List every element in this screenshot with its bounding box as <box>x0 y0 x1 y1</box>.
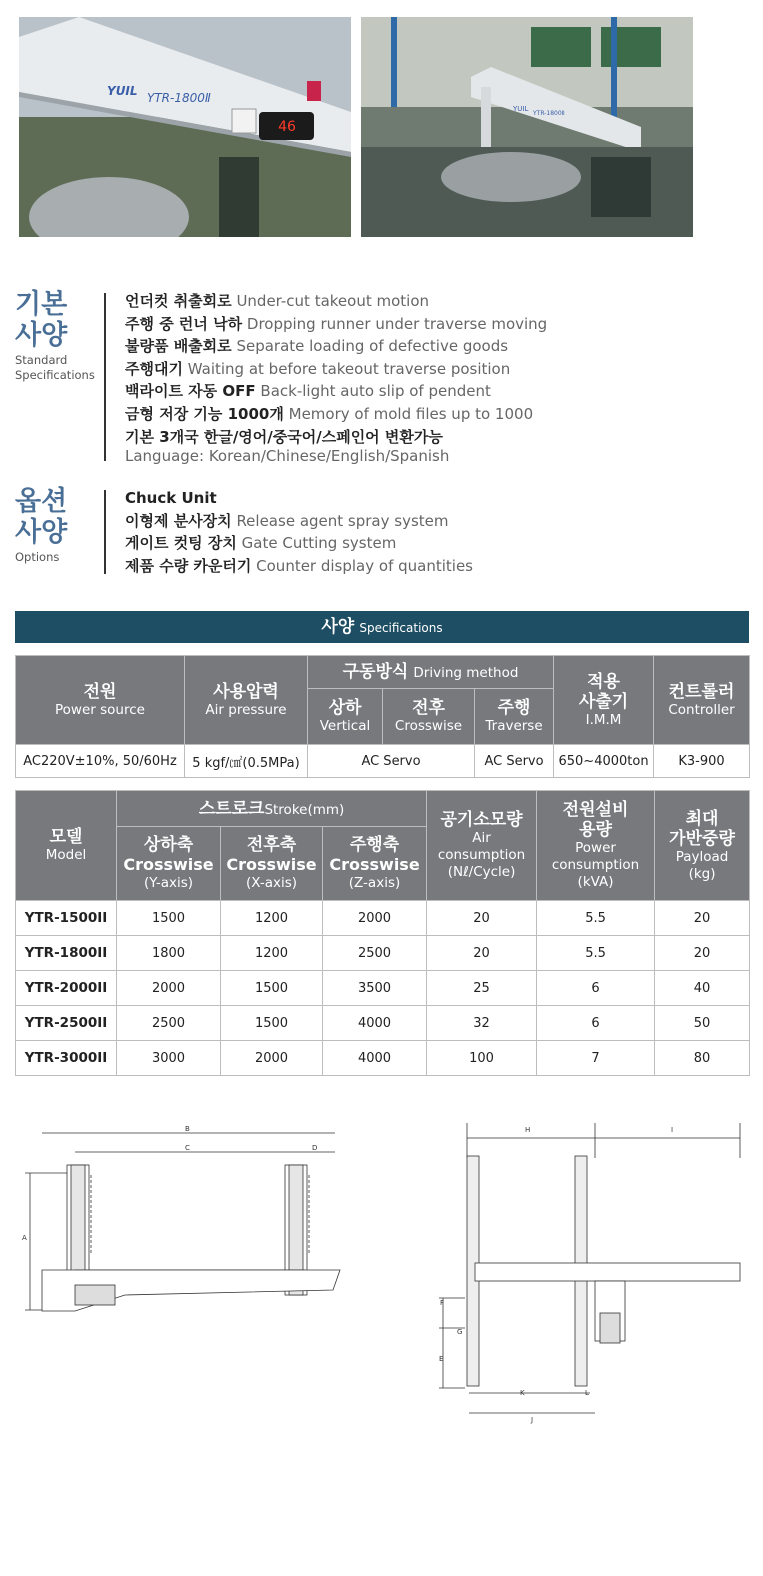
header-controller: 컨트롤러 Controller <box>654 656 750 745</box>
standard-title-kr-1: 기본 <box>15 289 68 320</box>
cell-y: 3000 <box>117 1041 221 1076</box>
cell-traverse: AC Servo <box>475 745 554 778</box>
cell-controller: K3-900 <box>654 745 750 778</box>
standard-list <box>125 290 547 464</box>
cell-z: 4000 <box>323 1041 427 1076</box>
dim-label: L <box>585 1389 589 1397</box>
header-power: 전원 Power source <box>16 656 185 745</box>
options-title-en: Options <box>15 550 60 564</box>
cell-model: YTR-3000II <box>16 1041 117 1076</box>
dim-label: G <box>457 1328 463 1336</box>
item-kr: 불량품 배출회로 <box>125 337 232 356</box>
banner-title-en: Specifications <box>359 621 443 635</box>
brand-logo: YUIL <box>107 84 138 98</box>
cell-air: 32 <box>427 1006 537 1041</box>
header-driving-method: 구동방식 Driving method <box>308 656 554 689</box>
divider <box>104 293 106 461</box>
cell-air: 20 <box>427 901 537 936</box>
dim-label: A <box>22 1234 27 1242</box>
options-heading <box>15 486 67 565</box>
cell-power: 6 <box>537 971 655 1006</box>
cell-z: 2000 <box>323 901 427 936</box>
divider <box>104 490 106 574</box>
brand-logo: YUIL <box>513 105 529 113</box>
item-en: Waiting at before takeout traverse position <box>187 359 511 378</box>
cell-power: 6 <box>537 1006 655 1041</box>
dim-label: B <box>185 1125 190 1133</box>
options-title-kr-2: 사양 <box>15 517 68 548</box>
header-x-axis: 전후축 Crosswise (X-axis) <box>221 827 323 901</box>
cell-x: 1200 <box>221 901 323 936</box>
list-item <box>125 532 473 555</box>
spec-table-general <box>15 655 750 778</box>
list-item <box>125 290 547 313</box>
item-en: Counter display of quantities <box>256 556 473 575</box>
list-item <box>125 358 547 381</box>
cell-y: 2500 <box>117 1006 221 1041</box>
table-row <box>16 901 750 936</box>
dim-label: C <box>185 1144 190 1152</box>
header-air-pressure: 사용압력 Air pressure <box>185 656 308 745</box>
cell-y: 1500 <box>117 901 221 936</box>
header-imm: 적용 사출기 I.M.M <box>554 656 654 745</box>
cell-model: YTR-1800II <box>16 936 117 971</box>
standard-title-en-1: Standard <box>15 353 68 367</box>
cell-z: 2500 <box>323 936 427 971</box>
cell-power: AC220V±10%, 50/60Hz <box>16 745 185 778</box>
cell-imm: 650~4000ton <box>554 745 654 778</box>
item-en: Back-light auto slip of pendent <box>260 382 491 401</box>
cell-z: 3500 <box>323 971 427 1006</box>
item-kr: 언더컷 취출회로 <box>125 292 232 310</box>
table-row <box>16 936 750 971</box>
list-item <box>125 380 547 403</box>
cell-power: 5.5 <box>537 901 655 936</box>
cell-x: 1500 <box>221 1006 323 1041</box>
item-en: Gate Cutting system <box>241 534 397 553</box>
cell-payload: 20 <box>655 936 750 971</box>
cell-y: 1800 <box>117 936 221 971</box>
header-air-consumption: 공기소모량 Air consumption (Nℓ/Cycle) <box>427 791 537 901</box>
item-kr: 이형제 분사장치 <box>125 511 232 530</box>
header-vertical: 상하 Vertical <box>308 689 383 745</box>
counter-display: 46 <box>278 119 296 135</box>
front-view-drawing <box>15 1125 345 1320</box>
model-marking: YTR-1800Ⅱ <box>533 110 565 117</box>
cell-vert-cross: AC Servo <box>308 745 475 778</box>
list-item <box>125 510 473 533</box>
side-view-drawing <box>435 1118 750 1428</box>
cell-payload: 50 <box>655 1006 750 1041</box>
table-row <box>16 1006 750 1041</box>
options-title-kr-1: 옵션 <box>15 486 68 517</box>
spec-table-models <box>15 790 750 1076</box>
cell-payload: 20 <box>655 901 750 936</box>
header-crosswise: 전후 Crosswise <box>383 689 475 745</box>
cell-x: 1500 <box>221 971 323 1006</box>
cell-air: 100 <box>427 1041 537 1076</box>
table-row <box>16 1041 750 1076</box>
item-en: Memory of mold files up to 1000 <box>288 404 534 423</box>
language-line: Language: Korean/Chinese/English/Spanish <box>125 447 450 466</box>
list-item <box>125 487 473 510</box>
cell-air: 20 <box>427 936 537 971</box>
header-power-consumption: 전원설비 용량 Power consumption (kVA) <box>537 791 655 901</box>
cell-x: 2000 <box>221 1041 323 1076</box>
banner-title-kr: 사양 <box>321 617 355 637</box>
dim-label: I <box>671 1126 674 1134</box>
dim-label: J <box>531 1416 534 1424</box>
item-en: Under-cut takeout motion <box>236 292 430 310</box>
header-model: 모델 Model <box>16 791 117 901</box>
dim-label: D <box>312 1144 318 1152</box>
dim-label: H <box>525 1126 531 1134</box>
list-item <box>125 555 473 578</box>
list-item <box>125 335 547 358</box>
item-kr: Chuck Unit <box>125 489 217 507</box>
dim-label: K <box>520 1389 525 1397</box>
standard-title-kr-2: 사양 <box>15 320 68 351</box>
header-z-axis: 주행축 Crosswise (Z-axis) <box>323 827 427 901</box>
header-payload: 최대 가반중량 Payload (kg) <box>655 791 750 901</box>
header-stroke: 스트로크Stroke(mm) <box>117 791 427 827</box>
model-marking: YTR-1800Ⅱ <box>147 91 211 105</box>
header-traverse: 주행 Traverse <box>475 689 554 745</box>
item-en: Separate loading of defective goods <box>236 337 509 356</box>
dim-label: E <box>439 1355 444 1363</box>
cell-model: YTR-2500II <box>16 1006 117 1041</box>
item-en: Release agent spray system <box>236 511 449 530</box>
cell-x: 1200 <box>221 936 323 971</box>
table-row <box>16 971 750 1006</box>
item-kr: 주행 중 런너 낙하 <box>125 314 243 333</box>
list-item <box>125 426 547 449</box>
standard-title-en <box>15 353 95 383</box>
cell-model: YTR-1500II <box>16 901 117 936</box>
cell-y: 2000 <box>117 971 221 1006</box>
table-row <box>16 745 750 778</box>
item-kr: 게이트 컷팅 장치 <box>125 534 237 553</box>
cell-payload: 40 <box>655 971 750 1006</box>
cell-power: 5.5 <box>537 936 655 971</box>
robot-photo-closeup <box>19 17 351 237</box>
cell-air: 25 <box>427 971 537 1006</box>
header-y-axis: 상하축 Crosswise (Y-axis) <box>117 827 221 901</box>
item-kr: 제품 수량 카운터기 <box>125 556 252 575</box>
cell-z: 4000 <box>323 1006 427 1041</box>
item-kr: 백라이트 자동 OFF <box>125 382 256 401</box>
item-en: Dropping runner under traverse moving <box>246 314 548 333</box>
cell-payload: 80 <box>655 1041 750 1076</box>
robot-photo-factory <box>361 17 693 237</box>
list-item <box>125 403 547 426</box>
dim-label: F <box>440 1299 445 1307</box>
standard-title-en-2: Specifications <box>15 368 95 382</box>
item-kr: 주행대기 <box>125 359 183 378</box>
cell-model: YTR-2000II <box>16 971 117 1006</box>
list-item <box>125 313 547 336</box>
cell-power: 7 <box>537 1041 655 1076</box>
options-list <box>125 487 473 577</box>
standard-spec-heading <box>15 289 95 383</box>
item-kr: 기본 3개국 한글/영어/중국어/스페인어 변환가능 <box>125 427 443 446</box>
cell-air: 5 kgf/㎠(0.5MPa) <box>185 745 308 778</box>
item-kr: 금형 저장 기능 1000개 <box>125 404 284 423</box>
specifications-banner <box>15 611 749 643</box>
